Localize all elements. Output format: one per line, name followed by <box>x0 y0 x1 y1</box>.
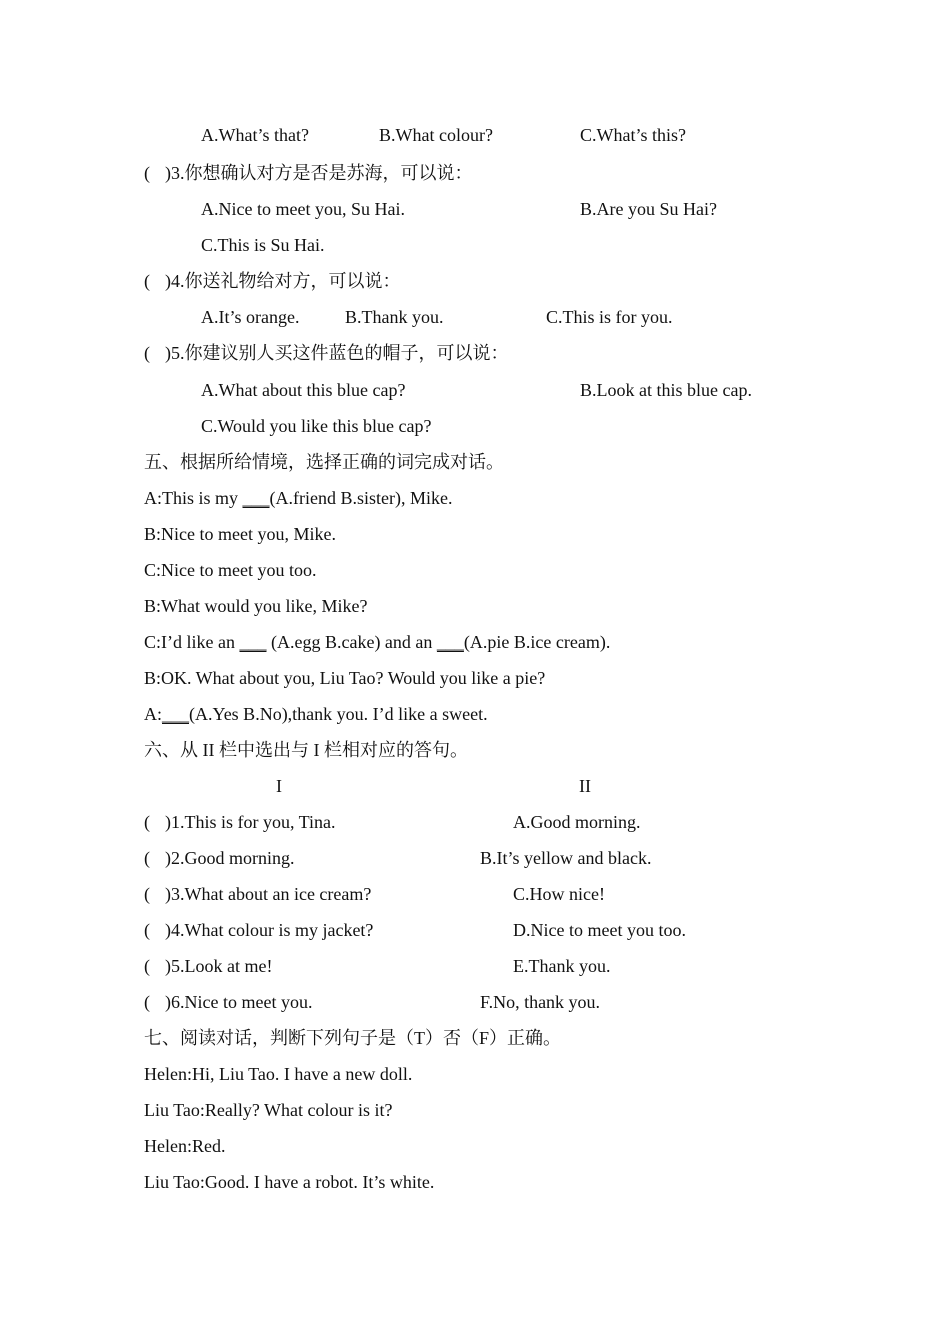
q4-option-c: C.This is for you. <box>546 307 673 327</box>
line-text: (A.egg B.cake) and an <box>266 632 437 652</box>
q5-option-a: A.What about this blue cap? <box>201 380 406 400</box>
dialogue-line: Liu Tao:Good. I have a robot. It’s white. <box>144 1172 435 1192</box>
q4-option-a: A.It’s orange. <box>201 307 300 327</box>
match-paren: ( <box>144 812 150 832</box>
q2-option-c: C.What’s this? <box>580 125 686 145</box>
dialogue-line: Helen:Hi, Liu Tao. I have a new doll. <box>144 1064 413 1084</box>
match-paren: ( <box>144 956 150 976</box>
match-paren: ( <box>144 848 150 868</box>
match-right: D.Nice to meet you too. <box>513 920 686 940</box>
section5-line-3: C:Nice to meet you too. <box>144 560 317 580</box>
q4-option-b: B.Thank you. <box>345 307 444 327</box>
line-text: (A.friend B.sister), Mike. <box>269 488 453 508</box>
q2-option-a: A.What’s that? <box>201 125 309 145</box>
line-text: A: <box>144 704 162 724</box>
q3-paren: ( <box>144 163 150 183</box>
match-right: C.How nice! <box>513 884 605 904</box>
section7-heading: 七、阅读对话，判断下列句子是（T）否（F）正确。 <box>144 1028 562 1048</box>
match-left: )5.Look at me! <box>165 956 273 976</box>
q3-option-a: A.Nice to meet you, Su Hai. <box>201 199 405 219</box>
match-right: A.Good morning. <box>513 812 641 832</box>
column-i-header: I <box>276 776 282 796</box>
section5-line-5 <box>144 631 610 653</box>
match-right: F.No, thank you. <box>480 992 601 1012</box>
section5-line-7 <box>144 703 488 725</box>
section6-heading: 六、从 II 栏中选出与 I 栏相对应的答句。 <box>144 740 468 760</box>
column-ii-header: II <box>579 776 591 796</box>
line-text: C:I’d like an <box>144 632 240 652</box>
dialogue-line: Helen:Red. <box>144 1136 226 1156</box>
q5-stem: )5.你建议别人买这件蓝色的帽子，可以说： <box>165 343 509 363</box>
answer-blank: ___ <box>239 632 267 652</box>
match-paren: ( <box>144 884 150 904</box>
q3-option-b: B.Are you Su Hai? <box>580 199 717 219</box>
q4-stem: )4.你送礼物给对方，可以说： <box>165 271 401 291</box>
section5-heading: 五、根据所给情境，选择正确的词完成对话。 <box>144 452 504 472</box>
match-right: E.Thank you. <box>513 956 611 976</box>
q3-stem: )3.你想确认对方是否是苏海，可以说： <box>165 163 473 183</box>
match-paren: ( <box>144 992 150 1012</box>
match-paren: ( <box>144 920 150 940</box>
match-left: )4.What colour is my jacket? <box>165 920 374 940</box>
q2-option-b: B.What colour? <box>379 125 493 145</box>
section5-line-6: B:OK. What about you, Liu Tao? Would you like a pie? <box>144 668 546 688</box>
section5-line-2: B:Nice to meet you, Mike. <box>144 524 336 544</box>
answer-blank: ___ <box>162 704 189 724</box>
match-left: )6.Nice to meet you. <box>165 992 313 1012</box>
section5-line-1 <box>144 487 452 509</box>
answer-blank: ___ <box>242 488 270 508</box>
line-text: (A.Yes B.No),thank you. I’d like a sweet. <box>189 704 488 724</box>
section5-line-4: B:What would you like, Mike? <box>144 596 368 616</box>
answer-blank: ___ <box>436 632 464 652</box>
line-text: (A.pie B.ice cream). <box>463 632 611 652</box>
q5-paren: ( <box>144 343 150 363</box>
q5-option-b: B.Look at this blue cap. <box>580 380 752 400</box>
q3-option-c: C.This is Su Hai. <box>201 235 325 255</box>
match-left: )3.What about an ice cream? <box>165 884 372 904</box>
q4-paren: ( <box>144 271 150 291</box>
match-left: )1.This is for you, Tina. <box>165 812 336 832</box>
q5-option-c: C.Would you like this blue cap? <box>201 416 432 436</box>
dialogue-line: Liu Tao:Really? What colour is it? <box>144 1100 393 1120</box>
match-right: B.It’s yellow and black. <box>480 848 652 868</box>
match-left: )2.Good morning. <box>165 848 295 868</box>
line-text: A:This is my <box>144 488 243 508</box>
